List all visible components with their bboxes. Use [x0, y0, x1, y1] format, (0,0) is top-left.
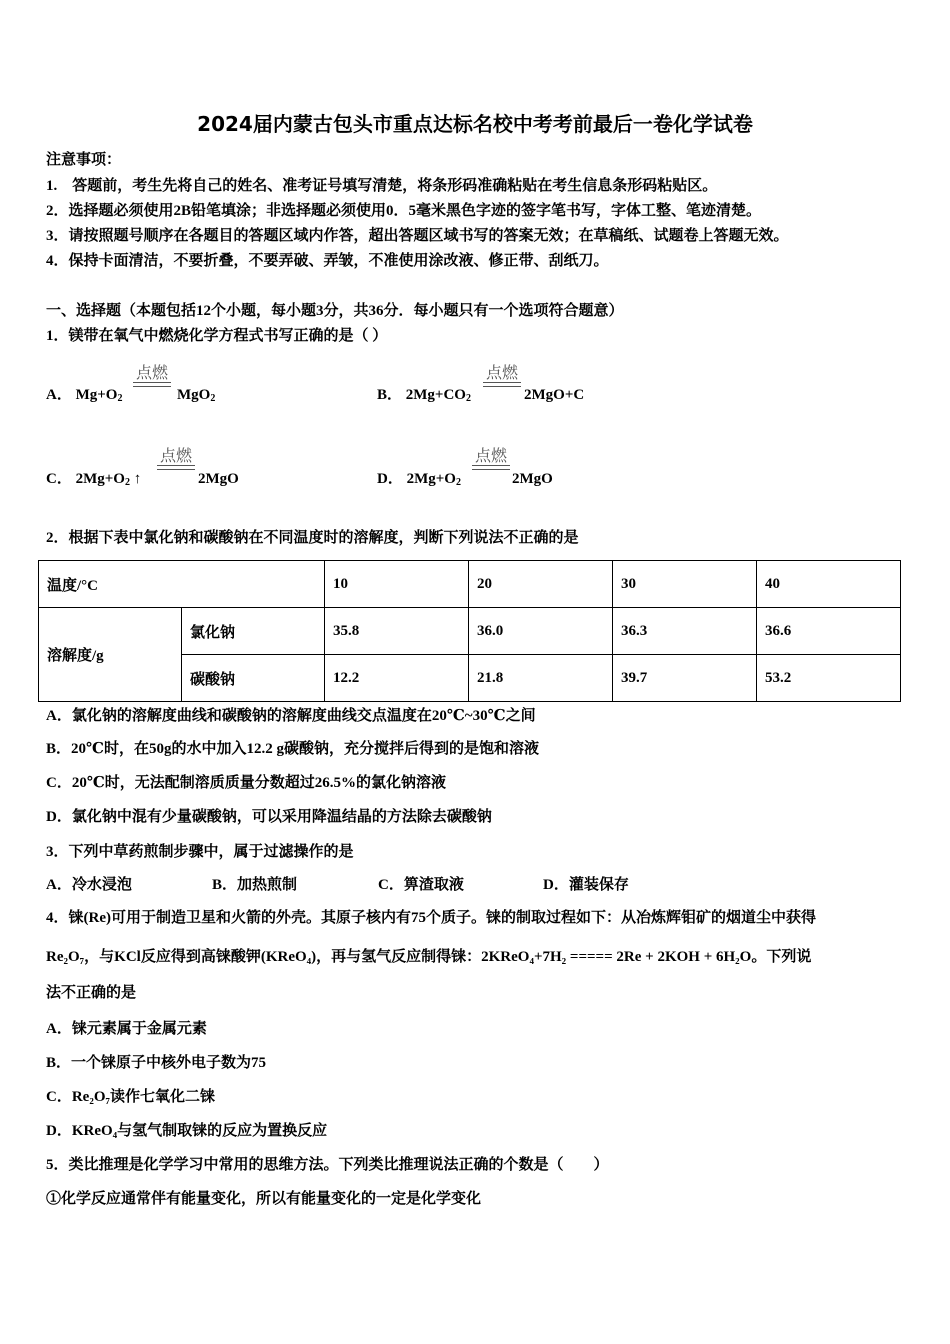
notice-item: 3．请按照题号顺序在各题目的答题区域内作答，超出答题区域书写的答案无效；在草稿纸、试题卷上答题无效。: [46, 228, 789, 244]
table-cell: 35.8: [325, 608, 469, 655]
condition-label: 点燃: [135, 365, 168, 382]
condition-label: 点燃: [159, 448, 192, 465]
question-4-stem: 4．铼(Re)可用于制造卫星和火箭的外壳。其原子核内有75个质子。铼的制取过程如下：从冶炼辉钼矿的烟道尘中获得: [46, 910, 816, 926]
q2-option: A．氯化钠的溶解度曲线和碳酸钠的溶解度曲线交点温度在20℃~30℃之间: [46, 708, 536, 724]
question-3-stem: 3．下列中草药煎制步骤中，属于过滤操作的是: [46, 844, 354, 860]
equals-sign: [157, 465, 195, 470]
equals-sign: [483, 382, 521, 387]
table-cell: 36.3: [613, 608, 757, 655]
q1-option-c: C． $2Mg+O_2$ ↑: [46, 471, 142, 488]
table-cell: 39.7: [613, 655, 757, 702]
table-cell: 21.8: [469, 655, 613, 702]
q4-option: D．KReO₄与氢气制取铼的反应为置换反应: [46, 1123, 328, 1139]
q4-option: A．铼元素属于金属元素: [46, 1021, 207, 1037]
table-cell: 36.6: [757, 608, 901, 655]
table-cell: 36.0: [469, 608, 613, 655]
table-cell: 碳酸钠: [182, 655, 325, 702]
q1-option-b: B． $2Mg+CO_2$: [377, 387, 471, 404]
equals-sign: [133, 382, 171, 387]
question-4-stem: 法不正确的是: [46, 985, 137, 1001]
q1-option-a: A． $Mg+O_2$: [46, 387, 123, 404]
question-2-stem: 2．根据下表中氯化钠和碳酸钠在不同温度时的溶解度，判断下列说法不正确的是: [46, 530, 579, 546]
question-5-stem: 5．类比推理是化学学习中常用的思维方法。下列类比推理说法正确的个数是（ ）: [46, 1157, 609, 1173]
question-4-stem: Re₂O₇，与KCl反应得到高铼酸钾(KReO₄)，再与氢气反应制得铼：2KReO₄+7H₂ ===== 2Re + 2KOH + 6H₂O。下列说: [46, 949, 812, 965]
q2-option: C．20℃时，无法配制溶质质量分数超过26.5%的氯化钠溶液: [46, 775, 447, 791]
table-cell: 30: [613, 561, 757, 608]
q4-option: C．Re₂O₇读作七氧化二铼: [46, 1089, 215, 1105]
table-cell: 53.2: [757, 655, 901, 702]
page-title: 2024届内蒙古包头市重点达标名校中考考前最后一卷化学试卷: [197, 112, 753, 136]
q3-option: C．箅渣取液: [378, 877, 464, 893]
q1-option-a-product: MgO$_2$: [177, 387, 216, 404]
table-cell: 12.2: [325, 655, 469, 702]
q3-option: B．加热煎制: [212, 877, 298, 893]
q1-option-b-product: 2MgO+C: [524, 387, 585, 403]
q1-option-d-product: 2MgO: [512, 471, 553, 487]
q5-statement: ①化学反应通常伴有能量变化，所以有能量变化的一定是化学变化: [46, 1191, 482, 1207]
table-cell: 40: [757, 561, 901, 608]
q1-option-c-product: 2MgO: [198, 471, 239, 487]
notice-item: 1. 答题前，考生先将自己的姓名、准考证号填写清楚，将条形码准确粘贴在考生信息条形码粘贴区。: [46, 178, 718, 194]
condition-label: 点燃: [485, 365, 518, 382]
equals-sign: [472, 465, 510, 470]
table-cell: 氯化钠: [182, 608, 325, 655]
notice-item: 4．保持卡面清洁，不要折叠，不要弄破、弄皱，不准使用涂改液、修正带、刮纸刀。: [46, 253, 609, 269]
condition-label: 点燃: [474, 448, 507, 465]
q2-option: D．氯化钠中混有少量碳酸钠，可以采用降温结晶的方法除去碳酸钠: [46, 809, 492, 825]
question-1-stem: 1．镁带在氧气中燃烧化学方程式书写正确的是（ ）: [46, 328, 388, 344]
solubility-table: [38, 560, 901, 702]
q1-option-d: D． $2Mg+O_2$: [377, 471, 461, 488]
table-row: [39, 561, 901, 608]
q2-option: B．20℃时，在50g的水中加入12.2 g碳酸钠，充分搅拌后得到的是饱和溶液: [46, 741, 539, 757]
table-cell: 20: [469, 561, 613, 608]
q4-option: B．一个铼原子中核外电子数为75: [46, 1055, 267, 1071]
temp-label: 温度/°C: [39, 561, 325, 608]
notice-item: 2．选择题必须使用2B铅笔填涂；非选择题必须使用0．5毫米黑色字迹的签字笔书写，字体工整、笔迹清楚。: [46, 203, 762, 219]
up-arrow-icon: ↑: [133, 471, 142, 487]
q3-option: A．冷水浸泡: [46, 877, 132, 893]
q3-option: D．灌装保存: [543, 877, 629, 893]
notice-heading: 注意事项：: [46, 152, 122, 168]
table-cell: 10: [325, 561, 469, 608]
table-row: [39, 608, 901, 655]
section-heading: 一、选择题（本题包括12个小题，每小题3分，共36分．每小题只有一个选项符合题意）: [46, 303, 624, 319]
solubility-label: 溶解度/g: [39, 608, 182, 702]
